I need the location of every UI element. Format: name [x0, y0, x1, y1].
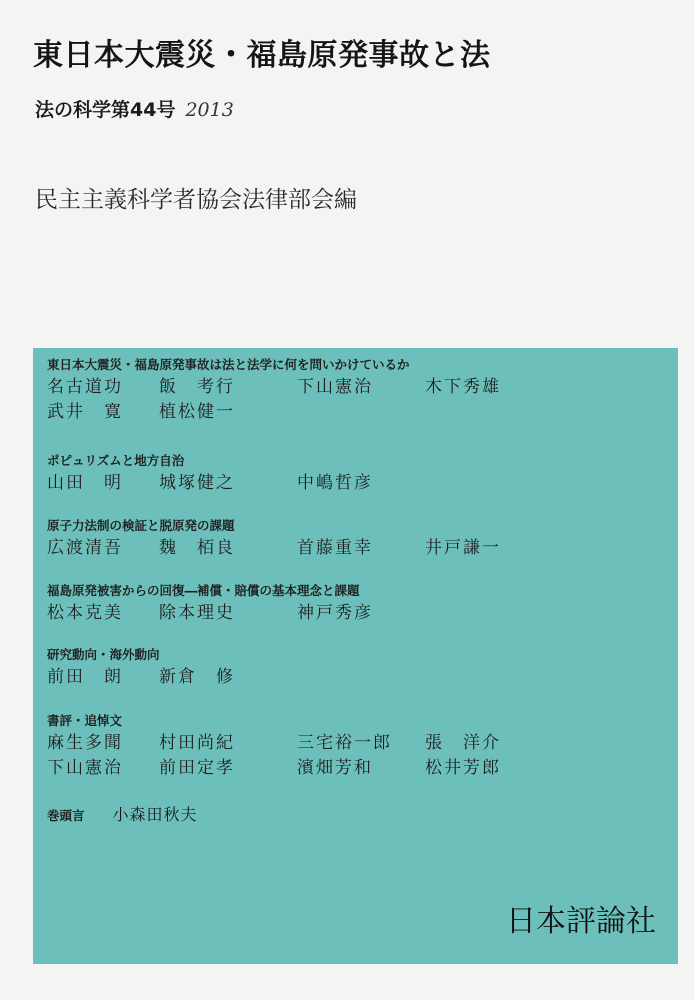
author-name: 神戸秀彦: [297, 603, 373, 623]
author-name: 前田 朗: [47, 667, 123, 687]
author-row: [47, 536, 501, 561]
author-name: 麻生多聞: [47, 733, 123, 753]
author-name: 下山憲治: [47, 758, 123, 778]
author-name: 除本理史: [159, 603, 235, 623]
author-name: 新倉 修: [159, 667, 235, 687]
publisher: 日本評論社: [506, 904, 656, 939]
author-name: 下山憲治: [297, 377, 373, 397]
author-name: 三宅裕一郎: [297, 733, 392, 753]
author-name: 植松健一: [159, 402, 235, 422]
author-name: 首藤重幸: [297, 538, 373, 558]
section-title: 福島原発被害からの回復―補償・賠償の基本理念と課題: [47, 583, 360, 598]
author-row: [47, 471, 373, 496]
preface-label: 巻頭言: [47, 808, 85, 823]
author-name: 中嶋哲彦: [297, 473, 373, 493]
section-title: 東日本大震災・福島原発事故は法と法学に何を問いかけているか: [47, 357, 410, 372]
author-row: [47, 731, 501, 756]
author-name: 村田尚紀: [159, 733, 235, 753]
author-row: [47, 756, 501, 781]
contents-section: [47, 645, 235, 690]
author-name: 武井 寛: [47, 402, 123, 422]
series-name: 法の科学第44号: [35, 99, 176, 121]
preface-author: 小森田秋夫: [112, 805, 198, 824]
author-name: 山田 明: [47, 473, 123, 493]
section-title: 原子力法制の検証と脱原発の課題: [47, 518, 235, 533]
contents-section: [47, 516, 501, 561]
contents-section: [47, 355, 501, 425]
contents-panel: [33, 348, 678, 964]
author-row: [47, 601, 373, 626]
author-name: 濱畑芳和: [297, 758, 373, 778]
section-title: 書評・追悼文: [47, 713, 123, 728]
author-name: 張 洋介: [425, 733, 501, 753]
contents-section: [47, 581, 373, 626]
author-name: 魏 栢良: [159, 538, 235, 558]
preface-line: [47, 803, 198, 827]
section-title: 研究動向・海外動向: [47, 647, 160, 662]
author-name: 飯 考行: [159, 377, 235, 397]
author-row: [47, 375, 501, 400]
year: 2013: [185, 99, 234, 121]
author-name: 井戸謙一: [425, 538, 501, 558]
author-name: 松井芳郎: [425, 758, 501, 778]
author-name: 松本克美: [47, 603, 123, 623]
contents-section: [47, 451, 373, 496]
section-title: ポピュリズムと地方自治: [47, 453, 185, 468]
series-line: [35, 95, 234, 122]
author-name: 木下秀雄: [425, 377, 501, 397]
author-row: [47, 400, 410, 425]
author-name: 城塚健之: [159, 473, 235, 493]
author-row: [47, 665, 235, 690]
author-name: 広渡清吾: [47, 538, 123, 558]
author-name: 前田定孝: [159, 758, 235, 778]
book-title: 東日本大震災・福島原発事故と法: [33, 38, 491, 73]
author-name: 名古道功: [47, 377, 123, 397]
contents-section: [47, 711, 501, 781]
editor: 民主主義科学者協会法律部会編: [35, 187, 357, 213]
